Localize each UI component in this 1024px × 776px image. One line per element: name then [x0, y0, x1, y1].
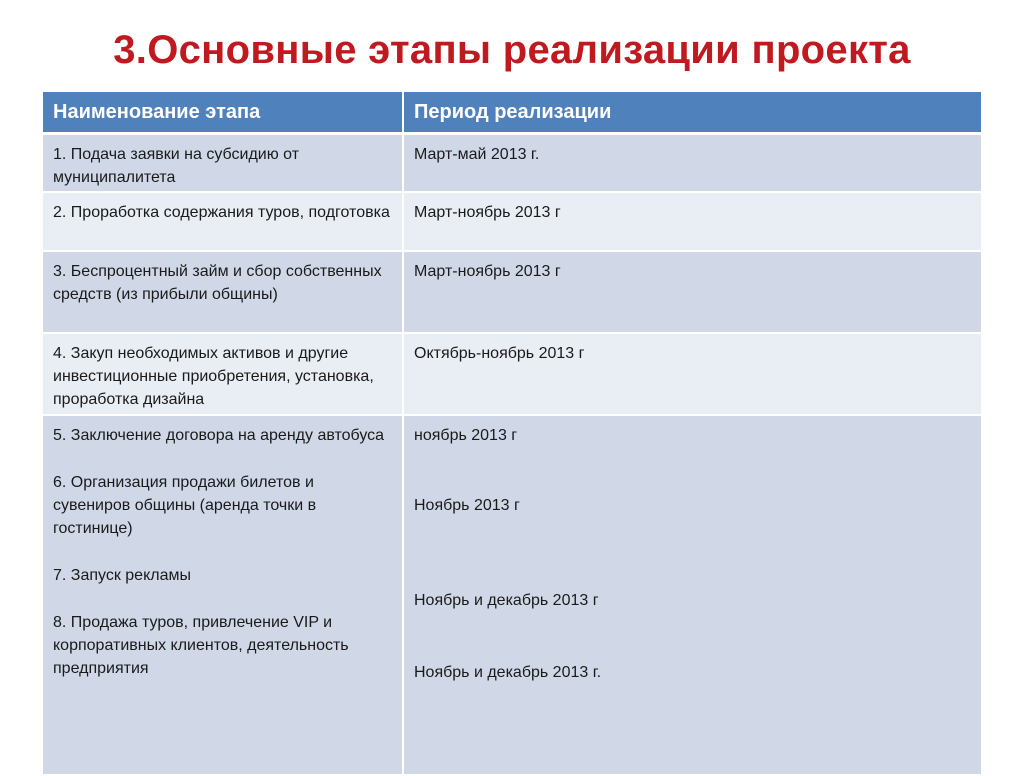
period-cell-group	[403, 415, 981, 775]
slide-title: 3.Основные этапы реализации проекта	[113, 28, 911, 72]
spacer	[414, 517, 971, 589]
stage-cell-group	[43, 415, 403, 775]
period-cell: Март-май 2013 г.	[403, 134, 981, 192]
stage-item: 5. Заключение договора на аренду автобуса	[53, 426, 385, 444]
table-row	[43, 251, 981, 333]
spacer	[414, 612, 971, 661]
stages-table	[43, 92, 981, 776]
stage-item: 6. Организация продажи билетов и сувениров общины (аренда точки в гостинице)	[53, 473, 317, 537]
table-row	[43, 333, 981, 415]
period-cell: Октябрь-ноябрь 2013 г	[403, 333, 981, 415]
table-row	[43, 134, 981, 192]
stage-item: 7. Запуск рекламы	[53, 566, 191, 584]
period-item: Ноябрь 2013 г	[414, 496, 520, 514]
stage-cell: 4. Закуп необходимых активов и другие инвестиционные приобретения, установка, проработка дизайна	[43, 333, 403, 415]
spacer	[53, 447, 392, 471]
header-stage-name: Наименование этапа	[43, 92, 403, 134]
period-item: Ноябрь и декабрь 2013 г	[414, 591, 599, 609]
stage-cell: 2. Проработка содержания туров, подготовка	[43, 192, 403, 251]
period-item: Ноябрь и декабрь 2013 г.	[414, 663, 602, 681]
header-period: Период реализации	[403, 92, 981, 134]
stage-cell: 3. Беспроцентный займ и сбор собственных средств (из прибыли общины)	[43, 251, 403, 333]
period-cell: Март-ноябрь 2013 г	[403, 251, 981, 333]
table-row	[43, 192, 981, 251]
spacer	[53, 540, 392, 564]
spacer	[414, 447, 971, 494]
period-item: ноябрь 2013 г	[414, 426, 518, 444]
table-row	[43, 415, 981, 775]
stage-item: 8. Продажа туров, привлечение VIP и корпоративных клиентов, деятельность предприятия	[53, 613, 349, 677]
period-cell: Март-ноябрь 2013 г	[403, 192, 981, 251]
table-header-row	[43, 92, 981, 134]
spacer	[53, 587, 392, 611]
stage-cell: 1. Подача заявки на субсидию от муниципалитета	[43, 134, 403, 192]
